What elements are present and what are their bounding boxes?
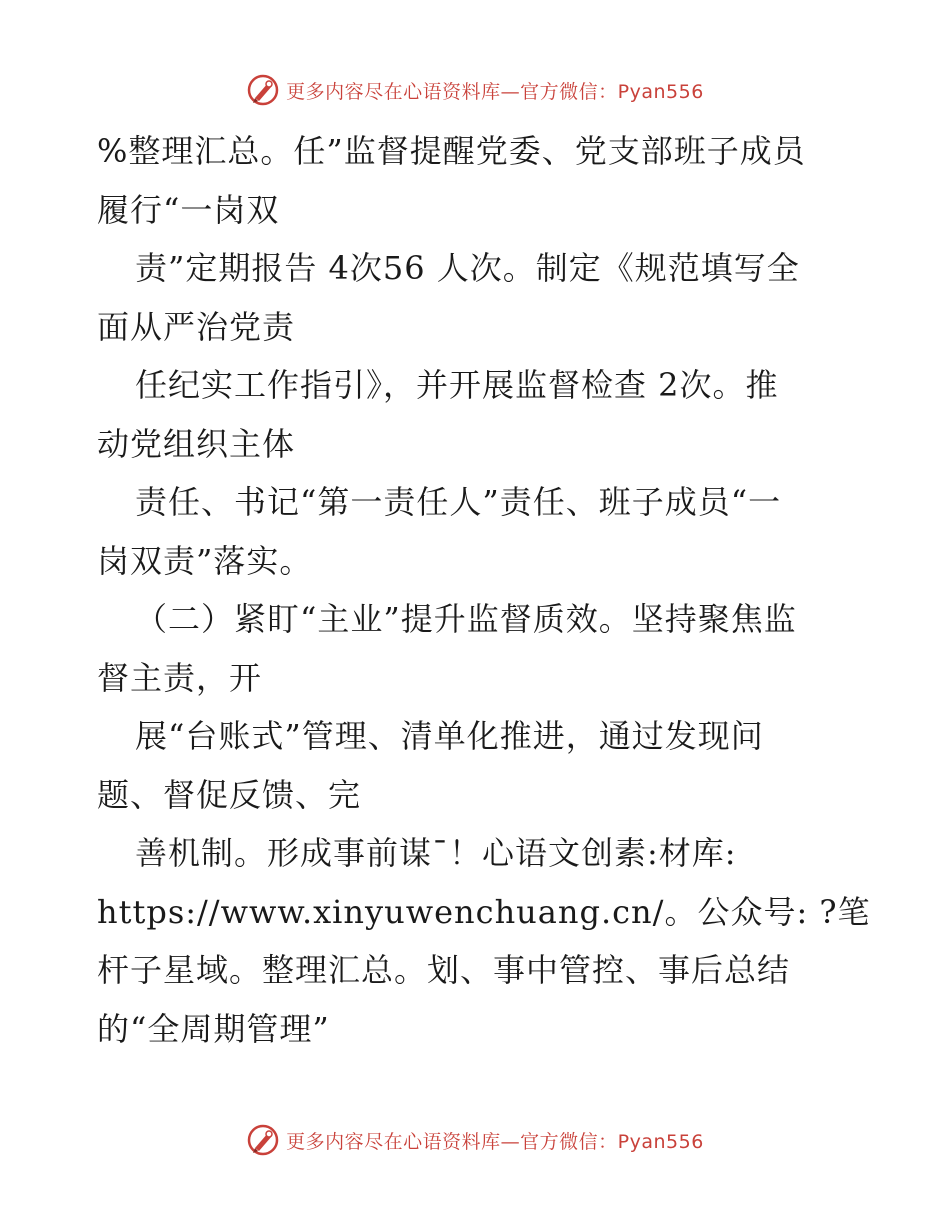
wechat-id: Pyan556 xyxy=(617,80,704,103)
text-line: 杆子星域。整理汇总。划、事中管控、事后总结 xyxy=(97,951,791,989)
text-line: 动党组织主体 xyxy=(97,424,296,463)
pen-logo-icon xyxy=(246,73,280,107)
banner-text: 更多内容尽在心语资料库—官方微信： xyxy=(286,1130,618,1153)
pen-logo-icon xyxy=(246,1123,280,1157)
text-line: %整理汇总。任”监督提醒党委、党支部班子成员 xyxy=(97,132,806,170)
document-body xyxy=(97,122,871,1058)
text-line: 责任、书记“第一责任人”责任、班子成员“一 xyxy=(135,483,782,521)
text-line: 岗双责”落实。 xyxy=(97,541,313,580)
text-line: 任纪实工作指引》，并开展监督检查 2次。推 xyxy=(135,366,779,404)
text-line: 责”定期报告 4次56 人次。制定《规范填写全 xyxy=(135,249,800,287)
text-line: 题、督促反馈、完 xyxy=(97,775,362,814)
text-line: 面从严治党责 xyxy=(97,307,296,346)
text-line: https://www.xinyuwenchuang.cn/。公众号: ?笔 xyxy=(97,892,871,931)
banner-text: 更多内容尽在心语资料库—官方微信： xyxy=(286,80,618,103)
footer-banner xyxy=(0,1120,950,1160)
wechat-id: Pyan556 xyxy=(617,1130,704,1153)
text-line: 履行“一岗双 xyxy=(97,190,280,229)
header-banner xyxy=(0,70,950,110)
text-line: 善机制。形成事前谋¯！心语文创素:材库: xyxy=(135,834,737,872)
text-line: （二）紧盯“主业”提升监督质效。坚持聚焦监 xyxy=(135,600,797,638)
text-line: 展“台账式”管理、清单化推进，通过发现问 xyxy=(135,717,764,755)
text-line: 的“全周期管理” xyxy=(97,1009,330,1048)
text-line: 督主责，开 xyxy=(97,658,263,697)
